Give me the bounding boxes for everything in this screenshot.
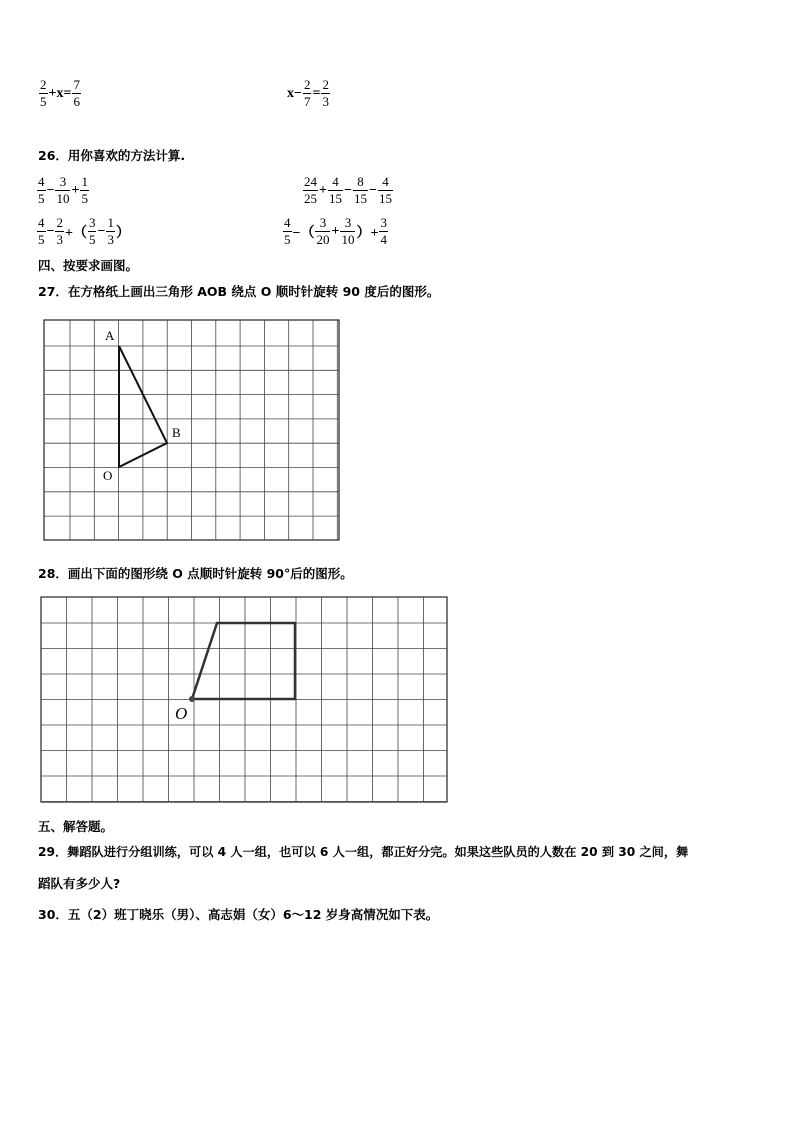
fraction: $\frac{2}{5}$ (40, 77, 47, 109)
question-26-title: 26．用你喜欢的方法计算. (38, 148, 186, 163)
question-27-title: 27．在方格纸上画出三角形 AOB 绕点 O 顺时针旋转 90 度后的图形。 (38, 284, 440, 299)
calc-expression-4: $\frac{4}{5}$ −（ $\frac{3}{20}$ + $\frac{3}{10}$ ）+ $\frac{3}{4}$ (284, 215, 387, 247)
label-o: O (103, 468, 113, 483)
point-o (189, 696, 195, 702)
question-29-line-1: 29．舞蹈队进行分组训练，可以 4 人一组，也可以 6 人一组，都正好分完。如果这些队员的人数在 20 到 30 之间，舞 (38, 845, 689, 859)
fraction: $\frac{7}{6}$ (73, 77, 80, 109)
section-5-title: 五、解答题。 (38, 819, 114, 834)
question-29-line-2: 蹈队有多少人? (38, 876, 121, 891)
equation-2: x− $\frac{2}{7}$ = $\frac{2}{3}$ (287, 77, 329, 109)
label-o-2: O (175, 704, 188, 723)
calc-expression-1: $\frac{4}{5}$ − $\frac{3}{10}$ + $\frac{1}{5}$ (38, 174, 88, 206)
question-28-title: 28．画出下面的图形绕 O 点顺时针旋转 90°后的图形。 (38, 566, 353, 581)
label-b: B (172, 425, 181, 440)
calc-expression-3: $\frac{4}{5}$ − $\frac{2}{3}$ +（ $\frac{3}{5}$ − $\frac{1}{3}$ ） (38, 215, 130, 247)
section-4-title: 四、按要求画图。 (38, 258, 139, 273)
equation-1: $\frac{2}{5}$ +x= $\frac{7}{6}$ (40, 77, 80, 109)
fraction: $\frac{2}{7}$ (303, 77, 311, 109)
question-30-title: 30．五（2）班丁晓乐（男）、高志娟（女）6～12 岁身高情况如下表。 (38, 907, 439, 922)
calc-expression-2: $\frac{24}{25}$ + $\frac{4}{15}$ − $\frac{8}{15}$ − $\frac{4}{15}$ (304, 174, 392, 206)
grid-paper-1 (44, 320, 339, 540)
fraction: $\frac{2}{3}$ (322, 77, 329, 109)
trapezoid-shape (189, 623, 295, 702)
label-a: A (105, 328, 115, 343)
